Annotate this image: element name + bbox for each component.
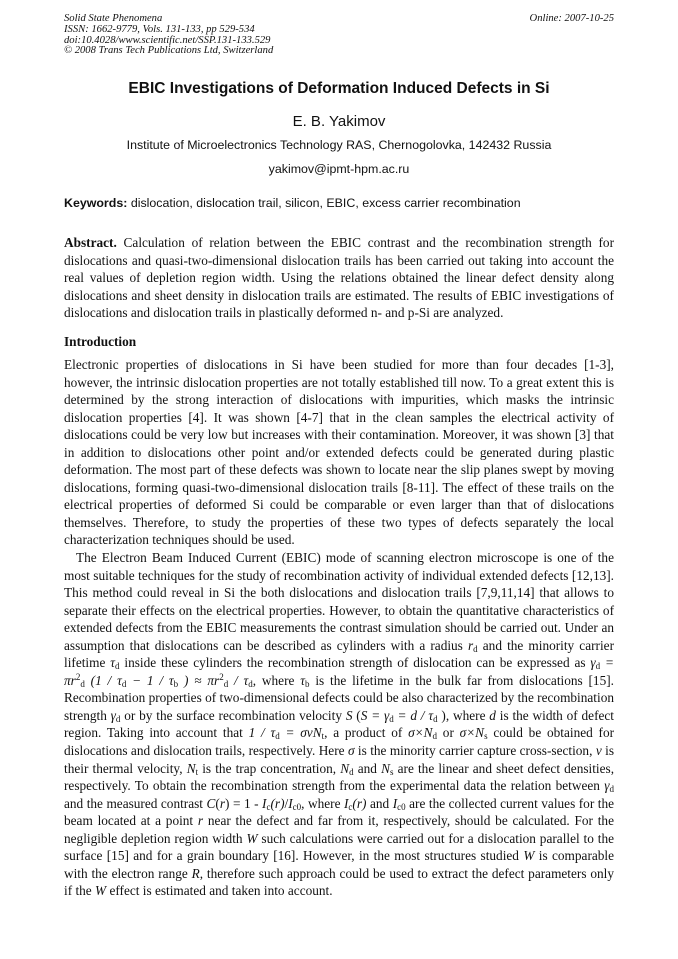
paragraph-1: Electronic properties of dislocations in Si have been studied for more than four decades [1-3], however, the intrinsic dislocation properties are not totally established till now. To a great extent this is determined by the strong interaction of dislocations with impurities, which masks the intrinsic dislocation properties [4]. It was shown [4-7] that in the clean samples the electrical activity of dislocations could be very low but increases with their contamination. Moreover, it was shown [3] that in addition to dislocations other point and/or extended defects could be generated during plastic deformation. The most part of these defects was shown to locate near the slip planes swept by moving dislocations, forming quasi-two-dimensional dislocation trails [8-11]. The effect of these trails on the electrical properties of deformed Si could be comparable or even larger than that of dislocations themselves. Therefore, to study the properties of these two types of defects separately the local characterization techniques should be used.	[64, 357, 614, 548]
affiliation: Institute of Microelectronics Technology RAS, Chernogolovka, 142432 Russia	[126, 138, 552, 152]
paper-title: EBIC Investigations of Deformation Induced Defects in Si	[128, 80, 550, 97]
keywords	[64, 196, 521, 210]
issn-line: ISSN: 1662-9779, Vols. 131-133, pp 529-534	[64, 23, 255, 35]
section-heading-introduction: Introduction	[64, 334, 137, 349]
equation-capture-rate: $1 / \tau_d = \sigma vN_t$	[248, 725, 325, 742]
equation-recombination-strength: $\gamma_d = \pi r^2_d$ ($1 / \tau_d - 1 / \tau_b$ ) ≈ $\pi r^2_d / \tau_d$	[64, 655, 614, 689]
doi-line[interactable]: doi:10.4028/www.scientific.net/SSP.131-133.529	[64, 34, 271, 46]
equation-surface-velocity: ($S = \gamma_d = d / \tau_d$ )	[352, 707, 446, 724]
journal-name: Solid State Phenomena	[64, 13, 163, 24]
abstract-label: Abstract.	[64, 235, 117, 250]
introduction-body	[64, 356, 614, 900]
keywords-list: dislocation, dislocation trail, silicon, EBIC, excess carrier recombination	[130, 196, 521, 210]
abstract-text: Calculation of relation between the EBIC contrast and the recombination strength for dislocations and quasi-two-dimensional dislocation trails has been carried out taking into account the real values of depletion region width. Using the relations obtained the linear defect density along dislocations and sheet density in dislocation trails are estimated. The results of EBIC investigations of dislocations and dislocation trails in plastically deformed n- and p-Si are analyzed.	[64, 235, 615, 321]
online-date: Online: 2007-10-25	[529, 13, 614, 24]
journal-info	[64, 14, 273, 57]
paragraph-2: The Electron Beam Induced Current (EBIC) mode of scanning electron microscope is one of the most suitable techniques for the study of recombination activity of individual extended defects [12,13]. This method could reveal in Si the both dislocations and dislocation trails [7,9,11,14] that allows to separate their effects on the electrical properties. However, to obtain the quantitative characteristics of extended defects from the EBIC measurements the contrast simulation should be carried out. Under an assumption that dislocations can be described as cylinders with a radius $r_d$ and the minority carrier lifetime $\tau_d$ inside these cylinders the recombination strength of dislocation can be expressed as $\gamma_d = \pi r^2_d$ ($1 / \tau_d - 1 / \tau_b$ ) ≈ $\pi r^2_d / \tau_d$, where $\tau_b$ is the lifetime in the bulk far from dislocations [15]. Recombination properties of two-dimensional defects could be also characterized by the recombination strength $\gamma_d$ or by the surface recombination velocity S ($S = \gamma_d = d / \tau_d$ ), where d is the width of defect region. Taking into account that $1 / \tau_d = \sigma vN_t$, a product of $\sigma\times N_d$ or $\sigma\times N_s$ could be obtained for dislocations and dislocation trails, respectively. Here σ is the minority carrier capture cross-section, v is their thermal velocity, $N_t$ is the trap concentration, $N_d$ and $N_s$ are the linear and sheet defect densities, respectively. To obtain the recombination strength from the experimental data the relation between $\gamma_d$ and the measured contrast $C(r) = 1 - I_c(r)/I_{c0}$, where $I_c(r)$ and $I_{c0}$ are the collected current values for the beam located at a point r near the defect and far from it, respectively, should be calculated. For the negligible depletion region width W such calculations were carried out for a dislocation parallel to the surface [15] and for a grain boundary [16]. However, in the most structures studied W is comparable with the electron range R, therefore such approach could be used to extract the defect parameters only if the W effect is estimated and taken into account.	[64, 550, 615, 899]
author-email[interactable]: yakimov@ipmt-hpm.ac.ru	[268, 162, 410, 176]
equation-contrast: $C(r) = 1 - I_c(r)/I_{c0}$	[206, 795, 302, 812]
author-name: E. B. Yakimov	[292, 113, 386, 130]
abstract	[64, 234, 614, 322]
copyright-line: © 2008 Trans Tech Publications Ltd, Switzerland	[64, 45, 274, 57]
keywords-label: Keywords:	[64, 196, 128, 210]
